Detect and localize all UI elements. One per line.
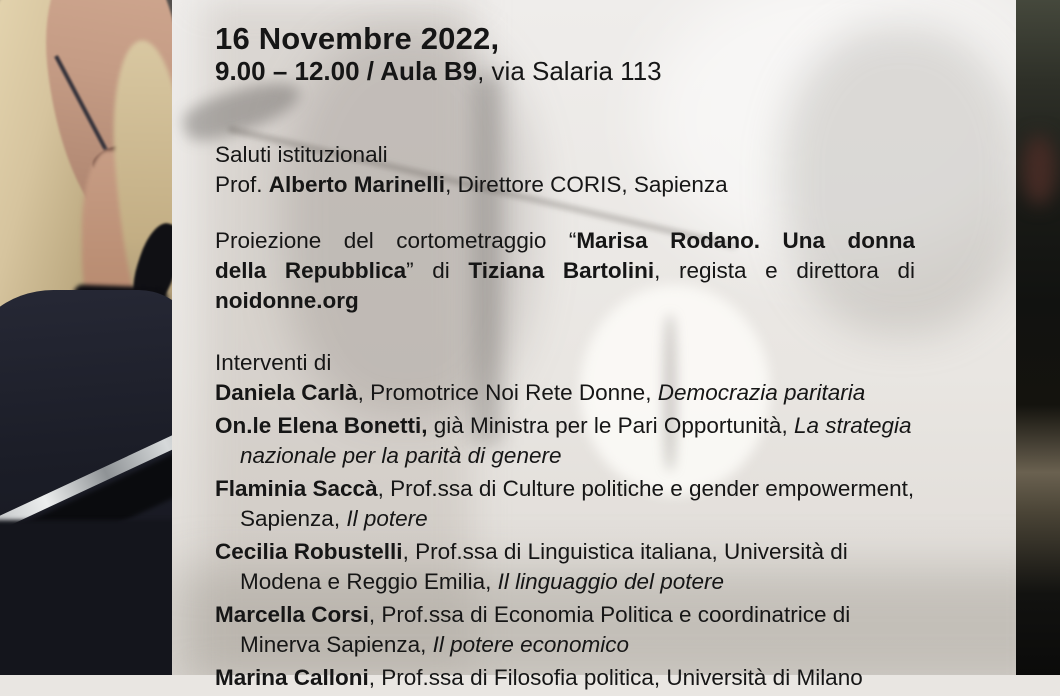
flyer-text-column xyxy=(215,22,1015,696)
right-photo-strip xyxy=(1016,0,1060,675)
greetings-title: Saluti istituzionali xyxy=(215,142,388,167)
screening-line-3: noidonne.org xyxy=(215,288,359,313)
speaker-item-elena-bonetti: On.le Elena Bonetti, già Ministra per le Pari Opportunità, La strategia nazionale per la parità di genere xyxy=(215,413,912,468)
speaker-item-cecilia-robustelli: Cecilia Robustelli, Prof.ssa di Linguistica italiana, Università di Modena e Reggio Emilia, Il linguaggio del potere xyxy=(215,539,848,594)
right-strip-detail xyxy=(1022,135,1056,205)
speaker-photo xyxy=(0,0,172,675)
speakers-section xyxy=(215,348,1015,693)
screening-line-2: della Repubblica” di Tiziana Bartolini, regista e direttora di xyxy=(215,258,915,283)
speakers-heading: Interventi di xyxy=(215,350,332,375)
screening-section xyxy=(215,226,915,316)
speaker-item-flaminia-sacca: Flaminia Saccà, Prof.ssa di Culture politiche e gender empowerment, Sapienza, Il potere xyxy=(215,476,915,531)
screening-line-1: Proiezione del cortometraggio “Marisa Rodano. Una donna xyxy=(215,228,915,253)
speaker-item-daniela-carla: Daniela Carlà, Promotrice Noi Rete Donne, Democrazia paritaria xyxy=(215,380,866,405)
speaker-item-marcella-corsi: Marcella Corsi, Prof.ssa di Economia Politica e coordinatrice di Minerva Sapienza, Il potere economico xyxy=(215,602,851,657)
speaker-item-marina-calloni: Marina Calloni, Prof.ssa di Filosofia politica, Università di Milano xyxy=(215,665,863,690)
photo-jacket-lower xyxy=(0,520,172,675)
greetings-section xyxy=(215,140,1015,200)
greetings-prof-line: Prof. Alberto Marinelli, Direttore CORIS, Sapienza xyxy=(215,172,728,197)
event-time-location: 9.00 – 12.00 / Aula B9, via Salaria 113 xyxy=(215,56,662,86)
event-date: 16 Novembre 2022, xyxy=(215,21,500,56)
